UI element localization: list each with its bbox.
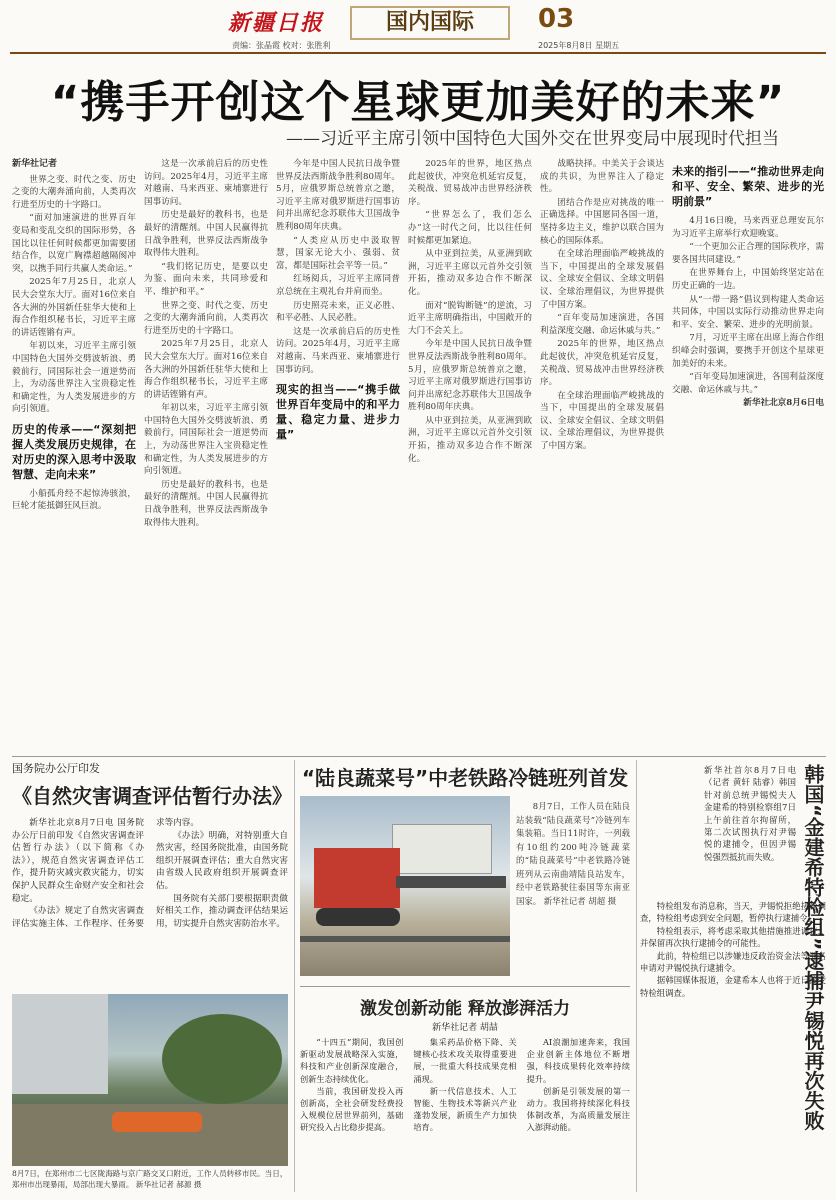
paragraph: 小船孤舟经不起惊涛骇浪，巨轮才能抵御狂风巨浪。: [12, 488, 136, 512]
lead-column-2: [144, 158, 268, 748]
section-subtitle-future: 未来的指引——“推动世界走向和平、安全、繁荣、进步的光明前景”: [672, 165, 824, 208]
wheels-shape: [316, 908, 400, 926]
paragraph: 红场阅兵，习近平主席同普京总统在主观礼台并肩而坐。: [276, 274, 400, 297]
paragraph: 历史是最好的教科书，也是最好的清醒剂。中国人民赢得抗日战争胜利，世界反法西斯战争取得伟大胜利。: [144, 210, 268, 259]
tree-shape: [162, 1014, 282, 1104]
lead-column-1: [12, 158, 136, 748]
paragraph: 特检组表示，将考虑采取其他措施推进调查，并保留再次执行逮捕令的可能性。: [640, 925, 826, 949]
header-rule: [10, 52, 826, 54]
rescue-raft-shape: [112, 1112, 202, 1132]
section-divider: [12, 756, 826, 757]
column-divider: [294, 760, 295, 1192]
lead-column-3: [276, 158, 400, 748]
paragraph: “我们铭记历史，是要以史为鉴、面向未来，共同珍爱和平、维护和平。”: [144, 261, 268, 297]
article-body: [12, 817, 288, 930]
paragraph: 当前，我国研发投入再创新高，全社会研发经费投入规模位居世界前列，基础研究投入占比稳步提高。: [300, 1085, 404, 1133]
paragraph: “人类应从历史中汲取智慧，国家无论大小、强弱、贫富，都是国际社会平等一员。”: [276, 235, 400, 271]
reach-stacker-shape: [314, 848, 400, 908]
paragraph: 团结合作是应对挑战的唯一正确选择。中国愿同各国一道，坚持多边主义，维护以联合国为核心的国际体系。: [540, 197, 664, 246]
paragraph: 据韩国媒体报道，金建希本人也将于近日接受特检组调查。: [640, 975, 826, 998]
section-label: 国内国际: [350, 6, 510, 40]
flat-wagon-shape: [396, 876, 506, 888]
lead-byline: 新华社记者: [12, 159, 58, 169]
paragraph: 年初以来，习近平主席引领中国特色大国外交劈波斩浪、勇毅前行，同国际社会一道逆势而上，为动荡世界注入宝贵稳定性和确定性，为人类发展进步的方向引领道。: [144, 403, 268, 477]
korea-body: [640, 900, 826, 1194]
innovation-byline: 新华社记者 胡喆: [432, 1023, 498, 1033]
paragraph: “世界怎么了，我们怎么办”这一时代之问，比以往任何时候都更加紧迫。: [408, 210, 532, 246]
paragraph: 新华社北京8月7日电 国务院办公厅日前印发《自然灾害调查评估暂行办法》（以下简称《办法》），规范自然灾害调查评估工作，提升防灾减灾救灾能力，切实保护人民群众生命财产安全和社会稳定。: [12, 818, 144, 904]
lead-column-4: [408, 158, 532, 748]
paragraph: 2025年的世界，地区热点此起彼伏，冲突危机延宕反复，关税战、贸易战冲击世界经济秩序。: [540, 339, 664, 388]
paragraph: 世界之变、时代之变、历史之变的大潮奔涌向前，人类再次行进至历史的十字路口。: [12, 174, 136, 210]
masthead: [0, 0, 836, 50]
article-kicker: 国务院办公厅印发: [12, 762, 100, 775]
paragraph: 今年是中国人民抗日战争暨世界反法西斯战争胜利80周年。5月，应俄罗斯总统普京之邀，习近平主席对俄罗斯进行国事访问并出席纪念苏联伟大卫国战争胜利80周年庆典。: [276, 159, 400, 232]
lead-signoff: 新华社北京8月6日电: [743, 398, 824, 409]
rail-shape: [300, 936, 510, 942]
paragraph: 在世界舞台上，中国始终坚定站在历史正确的一边。: [672, 268, 824, 291]
newspaper-logo: 新疆日报: [228, 10, 325, 36]
lead-headline: “携手开创这个星球更加美好的未来”: [50, 77, 786, 128]
paragraph: 2025年7月25日，北京人民大会堂东大厅。面对16位来自各大洲的外国新任驻华大使和上海合作组织秘书长，习近平主席的讲话铿锵有声。: [144, 339, 268, 400]
flood-rescue-photo: [12, 994, 288, 1166]
paragraph: 新一代信息技术、人工智能、生物技术等新兴产业蓬勃发展，新质生产力加快培育。: [413, 1085, 517, 1133]
paragraph: 战略抉择。中美关于会谈达成的共识，为世界注入了稳定性。: [540, 159, 664, 195]
paragraph: 《办法》规定了自然灾害调查评估实施主体、工作程序、任务要求等内容。: [12, 818, 199, 929]
lead-column-5: [540, 158, 664, 748]
paragraph: 在全球治理面临严峻挑战的当下，中国提出的全球发展倡议、全球安全倡议、全球文明倡议、全球治理倡议，为世界提供了中国方案。: [540, 249, 664, 310]
lead-column-6: [672, 158, 824, 748]
article-title: 《自然灾害调查评估暂行办法》: [12, 784, 292, 808]
photo-caption: 8月7日，在郑州市二七区陇海路与京广路交叉口附近，工作人员转移市民。当日，郑州市出现暴雨，局部出现大暴雨。 新华社记者 郝源 摄: [12, 1169, 288, 1189]
paragraph: 历史是最好的教科书，也是最好的清醒剂。中国人民赢得抗日战争胜利，世界反法西斯战争取得伟大胜利。: [144, 479, 268, 528]
paragraph: 2025年7月25日，北京人民大会堂东大厅。面对16位来自各大洲的外国新任驻华大使和上海合作组织秘书长，习近平主席的讲话铿锵有声。: [12, 277, 136, 338]
paragraph: “十四五”期间，我国创新驱动发展战略深入实施，科技和产业创新深度融合，创新生态持续优化。: [300, 1037, 404, 1084]
paragraph: 这是一次承前启后的历史性访问。2025年4月，习近平主席对越南、马来西亚、柬埔寨进行国事访问。: [276, 326, 400, 375]
paragraph: AI浪潮加速奔来，我国企业创新主体地位不断增强，科技成果转化效率持续提升。: [526, 1037, 630, 1084]
paragraph: 世界之变、时代之变、历史之变的大潮奔涌向前，人类再次行进至历史的十字路口。: [144, 300, 268, 336]
train-caption: [516, 800, 630, 908]
paragraph: 从中亚到拉美，从亚洲到欧洲，习近平主席以元首外交引领开拓，推动双多边合作不断深化。: [408, 415, 532, 464]
paragraph: “一个更加公正合理的国际秩序，需要各国共同建设。”: [672, 242, 824, 265]
paragraph: 此前，特检组已以涉嫌违反政治资金法等罪名申请对尹锡悦执行逮捕令。: [640, 950, 826, 974]
editor-credits: 责编：张晶霞 校对：张胜利: [232, 41, 331, 50]
korea-lead: 新华社首尔8月7日电（记者 黄轩 陆睿）韩国针对前总统尹锡悦夫人金建希的特别检察组7日上午前往首尔拘留所，第二次试图执行对尹锡悦的逮捕令，但因尹锡悦强烈抵抗而失败。: [704, 765, 796, 862]
paragraph: 从“一带一路”倡议到构建人类命运共同体，中国以实际行动推动世界走向和平、安全、繁荣、进步的光明前景。: [672, 294, 824, 330]
paragraph: 年初以来，习近平主席引领中国特色大国外交劈波斩浪、勇毅前行，同国际社会一道逆势而上，为动荡世界注入宝贵稳定性和确定性，为人类发展进步的方向引领道。: [12, 341, 136, 415]
container-shape: [392, 824, 492, 874]
paragraph: 《办法》明确，对特别重大自然灾害，经国务院批准，由国务院组织开展调查评估；重大自然灾害由省级人民政府组织开展调查评估。: [156, 830, 288, 891]
page-number: 03: [538, 4, 575, 34]
paragraph: 今年是中国人民抗日战争暨世界反法西斯战争胜利80周年。5月，应俄罗斯总统普京之邀，习近平主席对俄罗斯进行国事访问并出席纪念苏联伟大卫国战争胜利80周年庆典。: [408, 339, 532, 413]
paragraph: 8月7日，工作人员在陆良站装载“陆良蔬菜号”冷链列车集装箱。当日11时许，一列载有10组约200吨冷链蔬菜的“陆良蔬菜号”中老铁路冷链班列从云南曲靖陆良站发车，经中老铁路驶往泰国等东南亚国家。 新华社记者 胡超 摄: [516, 801, 630, 906]
paragraph: 集采药品价格下降、关键核心技术攻关取得重要进展，一批重大科技成果竞相涌现。: [413, 1037, 517, 1084]
column-divider: [636, 760, 637, 1192]
lead-subheadline: ——习近平主席引领中国特色大国外交在世界变局中展现时代担当: [286, 129, 779, 149]
paragraph: “百年变局加速演进，各国利益深度交融、命运休戚与共。”: [672, 372, 824, 395]
disaster-article: [12, 760, 292, 992]
innovation-headline: 激发创新动能 释放澎湃活力: [360, 999, 570, 1019]
paragraph: 从中亚到拉美，从亚洲到欧洲，习近平主席以元首外交引领开拓，推动双多边合作不断深化。: [408, 249, 532, 297]
paragraph: 4月16日晚，马来西亚总理安瓦尔为习近平主席举行欢迎晚宴。: [672, 216, 824, 239]
innovation-body: [300, 1036, 630, 1194]
section-subtitle-reality: 现实的担当——“携手做世界百年变局中的和平力量、稳定力量、进步力量”: [276, 383, 400, 442]
building-shape: [12, 994, 108, 1094]
paragraph: 在全球治理面临严峻挑战的当下，中国提出的全球发展倡议、全球安全倡议、全球文明倡议、全球治理倡议，为世界提供了中国方案。: [540, 390, 664, 452]
section-subtitle-history: 历史的传承——“深刻把握人类发展历史规律，在对历史的深入思考中汲取智慧、走向未来”: [12, 422, 136, 481]
paragraph: 7月，习近平主席在出席上海合作组织峰会时强调，要携手开创这个星球更加美好的未来。: [672, 333, 824, 369]
train-headline: “陆良蔬菜号”中老铁路冷链班列首发: [301, 766, 629, 790]
korea-headline: 韩国“金建希特检组”逮捕尹锡悦再次失败: [801, 764, 825, 1131]
paragraph: 面对“脱钩断链”的逆流，习近平主席明确指出，中国敞开的大门不会关上。: [408, 300, 532, 336]
issue-date: 2025年8月8日 星期五: [538, 41, 620, 50]
paragraph: 国务院有关部门要根据职责做好相关工作，推动调查评估结果运用，切实提升自然灾害防治水平。: [156, 893, 288, 929]
paragraph: “百年变局加速演进，各国利益深度交融、命运休戚与共。”: [540, 313, 664, 336]
paragraph: 历史照亮未来，正义必胜、和平必胜、人民必胜。: [276, 300, 400, 324]
paragraph: 这是一次承前启后的历史性访问。2025年4月，习近平主席对越南、马来西亚、柬埔寨进行国事访问。: [144, 159, 268, 207]
paragraph: “面对加速演进的世界百年变局和变乱交织的国际形势，各国比以往任何时候都更加需要团结合作，以宽广胸襟超越隔阂冲突，以携手同行共赢人类命运。”: [12, 213, 136, 274]
lead-article: [12, 158, 824, 758]
paragraph: 创新是引领发展的第一动力。我国将持续深化科技体制改革，为高质量发展注入澎湃动能。: [526, 1085, 630, 1133]
section-divider: [300, 986, 630, 987]
cold-chain-train-photo: [300, 796, 510, 976]
paragraph: 特检组发布消息称，当天，尹锡悦拒绝接受调查，特检组考虑到安全问题，暂停执行逮捕令。: [640, 901, 826, 924]
paragraph: 2025年的世界，地区热点此起彼伏，冲突危机延宕反复，关税战、贸易战冲击世界经济秩序。: [408, 159, 532, 207]
